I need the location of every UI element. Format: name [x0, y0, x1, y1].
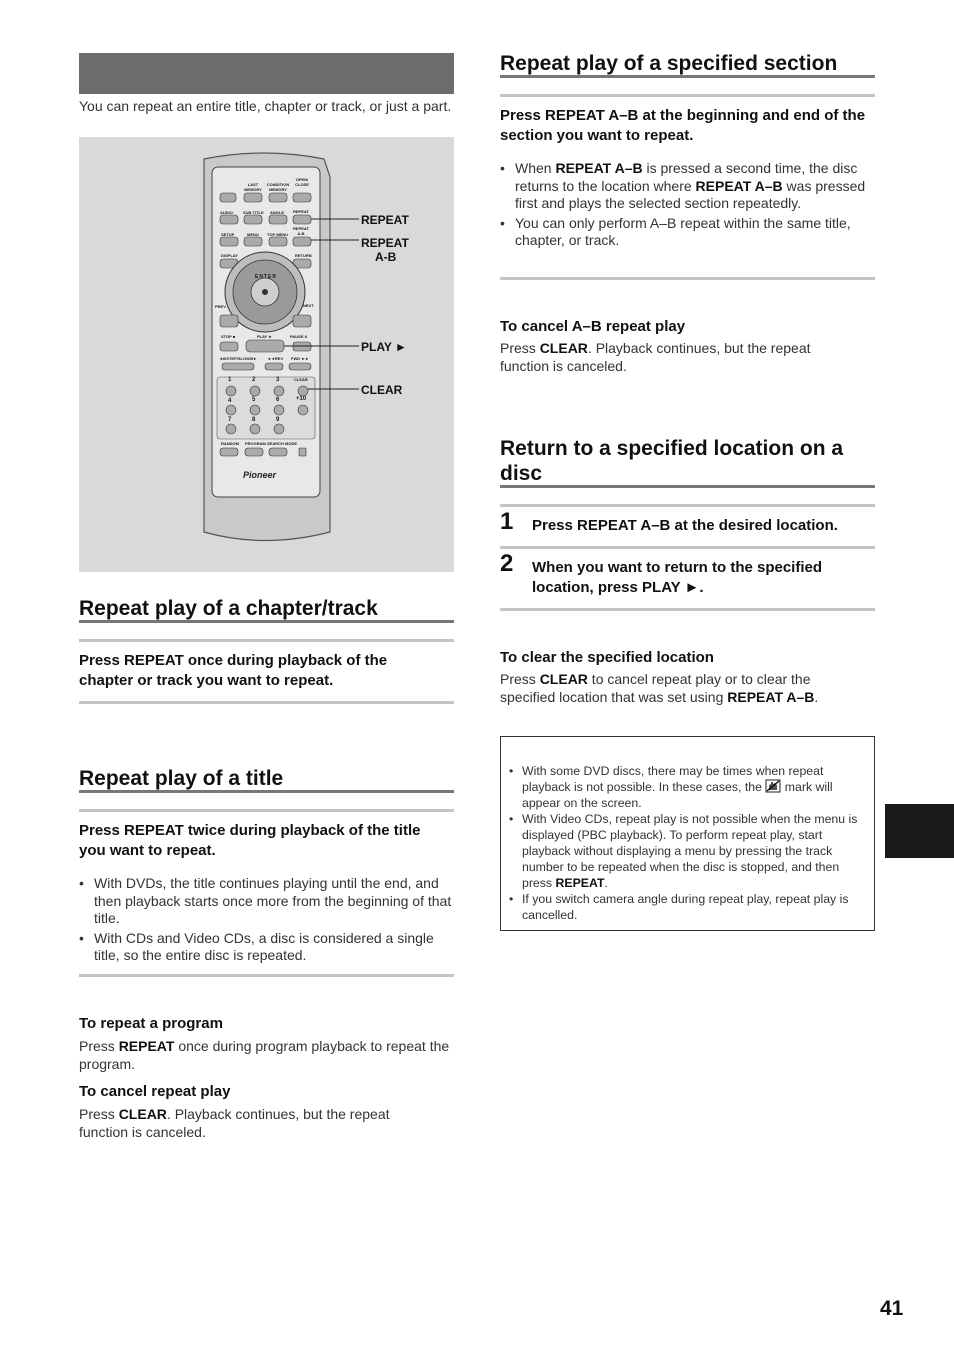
section-rule [79, 701, 454, 704]
text-cancel-ab [500, 340, 840, 375]
instruction-title: Press REPEAT twice during playback of the title you want to repeat. [79, 822, 421, 859]
remote-label-last-memory: LAST MEMORY [244, 182, 262, 192]
text-segment: With Video CDs, repeat play is not possible when the menu is displayed (PBC playback). To perform repeat play, start playback without displaying a menu by pressing the track number to be repeated when the disc is stopped, and then press [522, 812, 858, 890]
text-repeat-program [79, 1038, 454, 1073]
text-clear-location [500, 671, 860, 706]
section-header-bar [79, 53, 454, 94]
text-segment: With some DVD discs, there may be times when repeat playback is not possible. In these cases, the [522, 764, 824, 794]
key-name: REPEAT [118, 1038, 175, 1054]
remote-label-angle: ANGLE [270, 210, 284, 215]
remote-label-menu: MENU [247, 232, 259, 237]
callout-clear: CLEAR [361, 383, 403, 397]
section-title-return-location: Return to a specified location on a disc [500, 437, 844, 485]
callout-repeat: REPEAT [361, 213, 409, 227]
text-segment: Press [500, 671, 540, 687]
text-segment: once during program playback to repeat the program. [79, 1038, 450, 1072]
remote-label-audio: AUDIO [220, 210, 233, 215]
key-name: CLEAR [539, 340, 588, 356]
section-rule [79, 639, 454, 642]
subheading-cancel-ab: To cancel A–B repeat play [500, 318, 686, 335]
callout-repeat-ab-line1: REPEAT [361, 236, 409, 250]
section-title-specified-section: Repeat play of a specified section [500, 52, 838, 75]
key-name: CLEAR [118, 1106, 167, 1122]
subheading-cancel-repeat: To cancel repeat play [79, 1083, 231, 1100]
text-segment: is pressed a second time, the disc returns to the location where [515, 160, 858, 194]
remote-label-top-menu: TOP MENU [267, 232, 288, 237]
section-rule [500, 277, 875, 280]
step-number: 2 [500, 550, 514, 577]
remote-digit-2: 2 [252, 377, 256, 383]
remote-label-fwd: FWD ►► [291, 356, 310, 361]
remote-label-sub-title: SUB TITLE [243, 210, 264, 215]
remote-label-search-mode: SEARCH MODE [267, 441, 298, 446]
instruction-specified-section: Press REPEAT A–B at the beginning and end of the section you want to repeat. [500, 107, 866, 144]
remote-label-pause: PAUSE II [290, 334, 307, 339]
section-rule [500, 608, 875, 611]
step-text: When you want to return to the specified location, press PLAY ►. [532, 559, 823, 596]
remote-figure [79, 137, 454, 572]
remote-label-next: NEXT [303, 303, 314, 308]
text-segment: . Playback continues, but the repeat function is canceled. [79, 1106, 390, 1140]
text-segment: When [515, 160, 556, 176]
text-segment: was pressed first and plays the selected section repeatedly. [515, 177, 866, 211]
step-text: Press REPEAT A–B at the desired location. [532, 517, 838, 534]
text-cancel-repeat [79, 1106, 419, 1141]
key-name: REPEAT A–B [695, 177, 783, 194]
remote-label-play: PLAY ► [257, 334, 273, 339]
remote-label-stop: STOP ■ [221, 334, 236, 339]
remote-label-plus10: +10 [296, 396, 307, 402]
remote-label-enter: ENTER [255, 274, 277, 280]
bullet-list-ab [500, 160, 875, 252]
note-item: • If you switch camera angle during repeat play, repeat play is cancelled. [509, 891, 866, 923]
remote-digit-5: 5 [252, 397, 256, 403]
text-segment: Press [79, 1106, 119, 1122]
text-segment: . Playback continues, but the repeat function is canceled. [500, 340, 811, 374]
remote-label-repeat-ab: REPEAT A-B [293, 226, 309, 236]
remote-label-step-slow: ◄II/STEP/SLOW/II► [219, 356, 258, 361]
remote-digit-8: 8 [252, 417, 256, 423]
page-number: 41 [880, 1297, 904, 1320]
remote-label-random: RANDOM [221, 441, 239, 446]
remote-label-prev: PREV [215, 304, 226, 309]
section-rule [500, 75, 875, 78]
section-rule [500, 504, 875, 507]
key-name: REPEAT A–B [555, 160, 643, 176]
section-rule [79, 620, 454, 623]
remote-label-open-close: OPEN/ CLOSE [295, 177, 309, 187]
section-rule [79, 809, 454, 812]
remote-label-rev: ◄◄REV [267, 356, 284, 361]
note-box [500, 736, 875, 931]
section-rule [79, 790, 454, 793]
remote-label-program: PROGRAM [245, 441, 266, 446]
step-number: 1 [500, 508, 514, 535]
remote-label-condition-memory: CONDITION MEMORY [266, 182, 290, 192]
remote-label-clear: CLEAR [294, 377, 308, 382]
list-item: • You can only perform A–B repeat within the same title, chapter, or track. [500, 215, 875, 250]
key-name: CLEAR [539, 671, 588, 687]
text-segment: mark will appear on the screen. [522, 780, 833, 810]
subheading-repeat-program: To repeat a program [79, 1015, 223, 1032]
section-title-title: Repeat play of a title [79, 767, 284, 790]
remote-label-return: RETURN [295, 253, 312, 258]
callout-repeat-ab-line2: A-B [375, 250, 397, 264]
text-segment: Press [500, 340, 540, 356]
section-title-chapter-track: Repeat play of a chapter/track [79, 597, 378, 620]
section-rule [500, 485, 875, 488]
text-segment: Press [79, 1038, 119, 1054]
remote-digit-7: 7 [228, 417, 232, 423]
chapter-side-tab [885, 804, 954, 858]
section-rule [79, 974, 454, 977]
list-item: • With CDs and Video CDs, a disc is considered a single title, so the entire disc is repeated. [79, 930, 454, 965]
section-rule [500, 546, 875, 549]
text-segment: . [814, 688, 819, 705]
remote-label-setup: SETUP [221, 232, 235, 237]
remote-label-repeat: REPEAT [293, 209, 309, 214]
bullet-list-title [79, 875, 454, 967]
intro-text: You can repeat an entire title, chapter or track, or just a part. [79, 98, 452, 114]
remote-digit-9: 9 [276, 417, 280, 423]
note-item [509, 811, 866, 891]
text-segment: to cancel repeat play or to clear the specified location that was set using [500, 671, 811, 705]
remote-label-display: DISPLAY [221, 253, 238, 258]
list-item [500, 160, 875, 213]
pioneer-logo: Pioneer [243, 470, 277, 480]
note-list [509, 763, 866, 923]
remote-digit-3: 3 [276, 377, 280, 383]
remote-digit-1: 1 [228, 377, 232, 383]
text-segment: . [604, 876, 608, 890]
section-rule [500, 94, 875, 97]
key-name: REPEAT [555, 876, 605, 890]
subheading-clear-location: To clear the specified location [500, 649, 714, 666]
note-item [509, 763, 866, 811]
instruction-chapter-track: Press REPEAT once during playback of the chapter or track you want to repeat. [79, 652, 388, 689]
key-name: REPEAT A–B [727, 688, 815, 705]
remote-digit-6: 6 [276, 397, 280, 403]
prohibited-hand-icon [765, 779, 781, 793]
remote-digit-4: 4 [228, 398, 232, 404]
callout-play: PLAY ► [361, 340, 407, 354]
list-item: • With DVDs, the title continues playing until the end, and then playback starts once more from the beginning of that title. [79, 875, 454, 928]
